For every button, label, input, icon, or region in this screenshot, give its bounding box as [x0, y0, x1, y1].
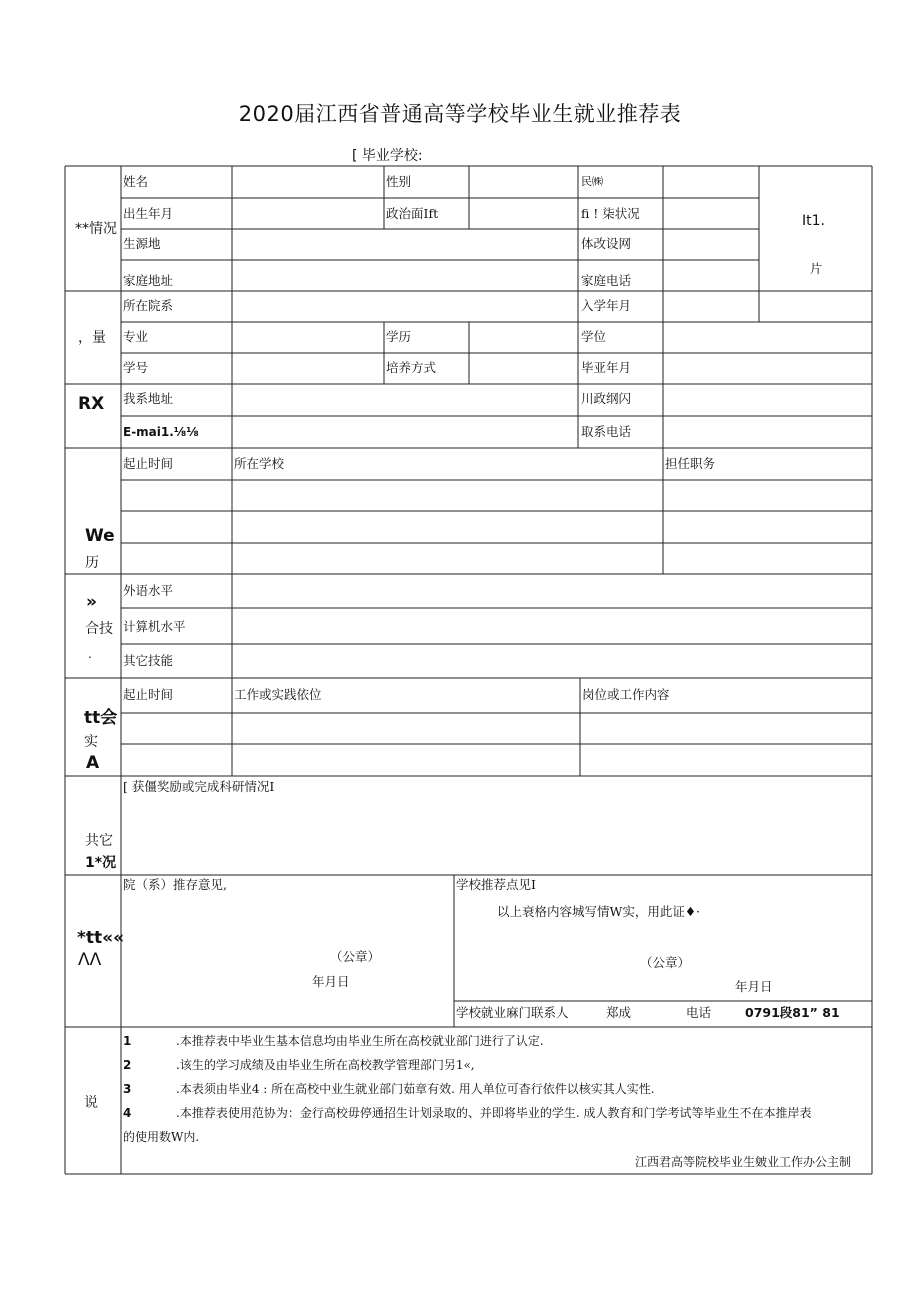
col-education-position: 担任职务	[665, 456, 716, 471]
label-origin: 生源地	[123, 236, 161, 251]
section-skills-top: »	[86, 592, 97, 612]
note-2-text: .该生的学习成绩及由毕业生所在高校教学管理部门另1«,	[176, 1058, 475, 1072]
section-education-bottom: 历	[85, 555, 99, 571]
label-foreign-language: 外语水平	[123, 583, 174, 598]
label-address: 我系地址	[123, 391, 174, 406]
label-department: 所在院系	[123, 298, 174, 313]
label-training-mode: 培养方式	[386, 360, 437, 375]
col-education-time: 起止时间	[123, 456, 174, 471]
section-other-top: 共它	[85, 833, 113, 849]
label-other-skills: 其它技能	[123, 653, 174, 668]
note-4-text: .本推荐表使用范协为：金行高校毋停通招生计划录取的、并即将毕业的学生. 成人教育和门学考试等毕业生不在本推岸表	[176, 1106, 812, 1120]
label-computer-level: 计算机水平	[123, 619, 186, 634]
label-degree: 学位	[581, 329, 607, 344]
section-practice-top: tt会	[84, 708, 118, 728]
section-practice-mid: 实	[84, 734, 98, 750]
label-gender: 性别	[386, 174, 412, 189]
label-health: fi ! 柒状况	[581, 206, 640, 221]
label-enroll-date: 入学年月	[581, 298, 632, 313]
photo-label-top: It1.	[802, 213, 825, 229]
label-postcode: 川政纲闪	[581, 391, 632, 406]
section-skills-bottom: .	[88, 647, 92, 661]
section-education-top: We	[85, 526, 115, 546]
label-email: E-mai1.⅛⅛	[123, 425, 199, 439]
note-1-number: 1	[123, 1034, 132, 1048]
label-name: 姓名	[123, 174, 149, 189]
section-practice-bottom: A	[86, 753, 100, 773]
label-school-phone: 电话	[686, 1005, 712, 1020]
section-notes: 说	[84, 1095, 98, 1111]
label-dept-opinion: 院（系）推存意见,	[123, 877, 227, 892]
note-2-number: 2	[123, 1058, 132, 1072]
label-school-contact: 学校就业麻门联系人	[456, 1005, 569, 1020]
label-home-address: 家庭地址	[123, 273, 174, 288]
label-major: 专业	[123, 329, 149, 344]
photo-label-bottom: 片	[810, 261, 823, 276]
col-practice-time: 起止时间	[123, 687, 174, 702]
col-practice-unit: 工作或实践依位	[234, 687, 322, 702]
section-other-bottom: 1*况	[85, 855, 117, 871]
label-school-opinion: 学校推荐点见I	[456, 877, 536, 892]
school-seal: （公章）	[640, 955, 691, 970]
school-phone-value: 0791段81” 81	[745, 1005, 840, 1020]
school-verify-text: 以上衰格内容城写情W实，用此证♦·	[497, 904, 701, 919]
note-1-text: .本推荐表中毕业生基本信息均由毕业生所在高校就业部门进行了认定.	[176, 1034, 544, 1048]
note-4-number: 4	[123, 1106, 132, 1120]
section-recommend-top: *tt««	[77, 928, 125, 948]
label-home-phone: 家庭电话	[581, 273, 632, 288]
col-practice-content: 岗位或工作内容	[582, 687, 670, 702]
label-birth: 出生年月	[123, 206, 174, 221]
label-physical: 体改设网	[581, 236, 632, 251]
form-issuer: 江西君高等院校毕业生皴业工作办公主制	[635, 1155, 852, 1169]
label-education-level: 学历	[386, 329, 412, 344]
label-ethnic: 民㈱	[581, 175, 603, 188]
label-student-no: 学号	[123, 360, 149, 375]
note-3-number: 3	[123, 1082, 132, 1096]
section-contact: RX	[78, 394, 105, 414]
col-education-school: 所在学校	[234, 456, 285, 471]
label-awards: [ 获僵奖励或完成科研情况I	[123, 779, 275, 794]
school-label: [ 毕业学校:	[352, 148, 423, 164]
section-recommend-bottom: ΛΛ	[78, 950, 102, 970]
school-date: 年月日	[735, 979, 773, 994]
section-skills-mid: 合技	[85, 621, 113, 637]
dept-seal: （公章）	[330, 949, 381, 964]
form-title: 2020届江西省普通高等学校毕业生就业推荐表	[238, 102, 682, 126]
dept-date: 年月日	[312, 974, 350, 989]
label-contact-phone: 取系电话	[581, 424, 632, 439]
note-3-text: .本表须由毕业4 : 所在高校中业生就业部门茹章有效. 用人单位可杳行依件以核实其人实性.	[176, 1082, 655, 1096]
school-contact-name: 郑成	[606, 1005, 632, 1020]
section-basic-info: **情况	[75, 221, 117, 237]
label-political: 政治面Ift	[386, 206, 439, 221]
section-study: ，量	[78, 330, 106, 346]
label-graduation-date: 毕亚年月	[581, 360, 632, 375]
note-4-text-cont: 的使用数W内.	[123, 1130, 200, 1144]
